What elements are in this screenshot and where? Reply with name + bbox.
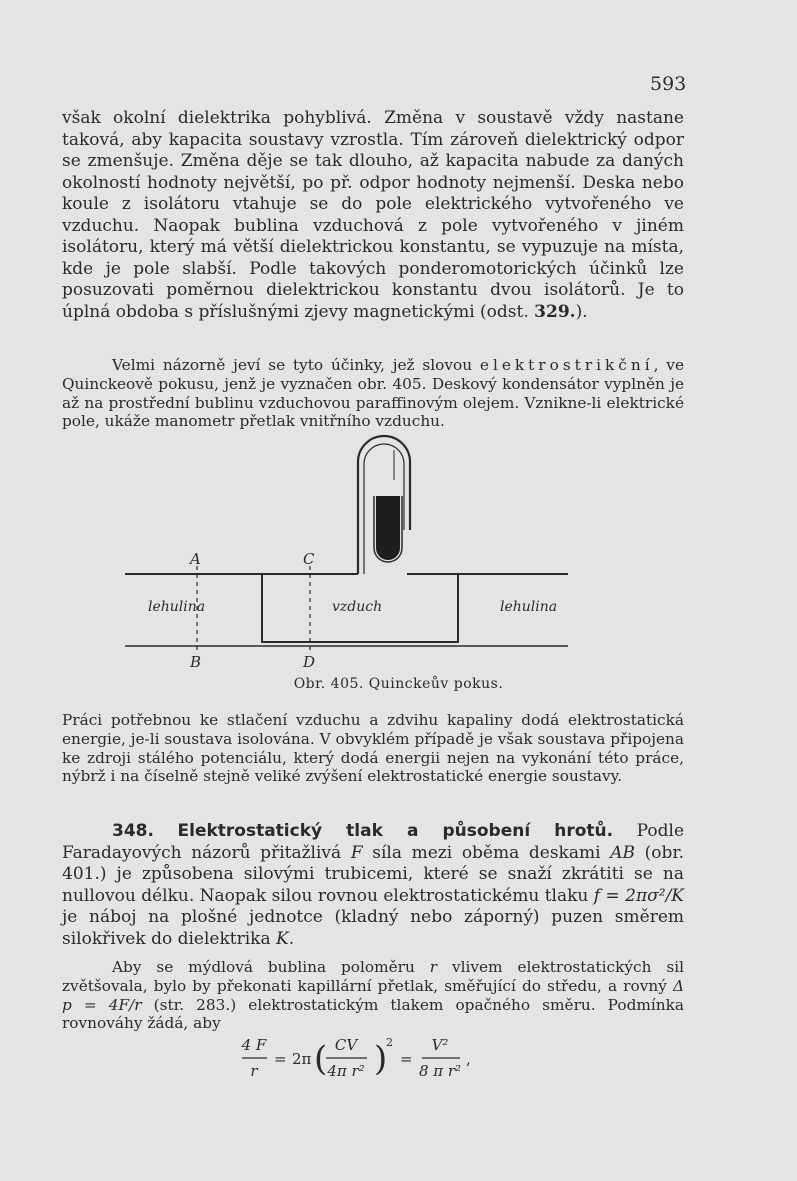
label-air: vzduch — [332, 599, 383, 615]
capillary-formula: Δ p = 4F/r — [62, 976, 684, 1014]
eq-close-paren: ) — [374, 1039, 388, 1079]
eq-frac-numerator: CV — [334, 1036, 358, 1054]
label-c: C — [303, 550, 315, 568]
manometer-liquid — [376, 496, 400, 560]
section-title: Elektrostatický tlak a působení hrotů. — [177, 821, 614, 841]
eq-open-paren: ( — [314, 1039, 328, 1079]
eq-lhs-denominator: r — [250, 1062, 258, 1080]
eq-tail: , — [466, 1050, 471, 1068]
label-b: B — [190, 653, 202, 671]
eq-sign-2: = — [400, 1050, 413, 1068]
label-right-liquid: lehulina — [500, 599, 558, 615]
eq-rhs-numerator: V² — [431, 1036, 449, 1054]
equilibrium-equation — [240, 1028, 510, 1086]
paragraph-text: však okolní dielektrika pohyblivá. Změna v soustavě vždy nastane taková, aby kapacita soustavy vzrostla. Tím zároveň dielektrický odpor se zmenšuje. Změna děje se tak dlouho, až kapacita nabude za daných okolností hodnoty největší, po př. odpor hodnoty nejmenší. Deska nebo koule z isolátoru vtahuje se do pole elektrického vytvořeného ve vzduchu. Naopak bublina vzduchová z pole vytvořeného v jiném isolátoru, který má větší dielektrickou konstantu, se vypuzuje na místa, kde je pole slabší. Podle takových ponderomotorických účinků lze posuzovati poměrnou dielektrickou konstantu dvou isolátorů. Je to úplná obdoba s příslušnými zjevy magnetickými (odst. — [62, 108, 684, 322]
section-348: 348. Elektrostatický tlak a působení hrotů. Podle Faradayových názorů přitažlivá F síla mezi oběma deskami AB (obr. 401.) je způsobena silovými trubicemi, které se snaží zkrátiti se na nullovou délku. Naopak silou rovnou elektrostatickému tlaku f = 2πσ²/K je náboj na plošné jednotce (kladný nebo záporný) puzen směrem silokřivek do dielektrika K. — [62, 821, 685, 949]
eq-sign-1: = — [274, 1050, 287, 1068]
eq-exponent: 2 — [386, 1036, 393, 1049]
paragraph-quincke-intro: Velmi názorně jeví se tyto účinky, jež slovou elektrostrikční, ve Quinckeově pokusu, jenž je vyznačen obr. 405. Deskový kondensátor vyplněn je až na prostřední bublinu vzduchovou paraffinovým olejem. Vznikne-li elektrické pole, ukáže manometr přetlak vnitřního vzduchu. — [62, 356, 684, 431]
section-number: 348. — [112, 821, 154, 841]
paragraph-work-energy: Práci potřebnou ke stlačení vzduchu a zdvihu kapaliny dodá elektrostatická energie, je-li soustava isolována. V obvyklém případě je však soustava připojena ke zdroji stálého potenciálu, který dodá energii nejen na vykonání této práce, nýbrž i na číselně stejně veliké zvýšení elektrostatické energie soustavy. — [62, 711, 684, 786]
eq-frac-denominator: 4π r² — [327, 1062, 365, 1080]
section-reference: 329. — [534, 301, 576, 322]
spaced-term: elektrostrikční — [479, 356, 654, 374]
page-number: 593 — [650, 73, 687, 95]
figure-caption: Obr. 405. Quinckeův pokus. — [293, 676, 504, 692]
label-left-liquid: lehulina — [148, 599, 206, 615]
paragraph-dielectric-motion: však okolní dielektrika pohyblivá. Změna v soustavě vždy nastane taková, aby kapacita soustavy vzrostla. Tím zároveň dielektrický odpor se zmenšuje. Změna děje se tak dlouho, až kapacita nabude za daných okolností hodnoty největší, po př. odpor hodnoty nejmenší. Deska nebo koule z isolátoru vtahuje se do pole elektrického vytvořeného ve vzduchu. Naopak bublina vzduchová z pole vytvořeného v jiném isolátoru, který má větší dielektrickou konstantu, se vypuzuje na místa, kde je pole slabší. Podle takových ponderomotorických účinků lze posuzovati poměrnou dielektrickou konstantu dvou isolátorů. Je to úplná obdoba s příslušnými zjevy magnetickými (odst. 329.). — [62, 108, 684, 322]
eq-rhs-denominator: 8 π r² — [418, 1062, 462, 1080]
pressure-formula: f = 2πσ²/K — [593, 885, 684, 906]
eq-coefficient: 2π — [292, 1050, 312, 1068]
paragraph-soap-bubble: Aby se mýdlová bublina poloměru r vlivem elektrostatických sil zvětšovala, bylo by překonati kapillární přetlak, směřující do středu, a rovný Δ p = 4F/r (str. 283.) elektrostatickým tlakem opačného směru. Podmínka rovnováhy žádá, aby — [62, 958, 684, 1033]
label-a: A — [190, 550, 201, 568]
label-d: D — [303, 653, 316, 671]
eq-lhs-numerator: 4 F — [241, 1036, 267, 1054]
